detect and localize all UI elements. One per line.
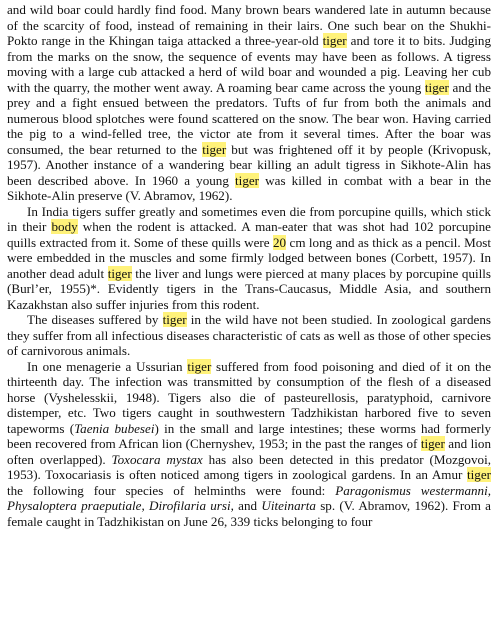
paragraph [7, 359, 491, 530]
italic-text: Taenia bubesei [74, 420, 155, 436]
italic-text: Paragonismus westermanni, Physaloptera praeputiale, Dirofilaria ursi, [7, 482, 491, 513]
paragraph [7, 204, 491, 313]
text-run: and the prey and a fight ensued between the predators. Tufts of fur from both the animals and numerous blood splotches were found scattered on the snow. The bear won. Having carried the pig to a wind-felled tree, the victor ate from it several times. After the boar was consumed, the bear returned to the [7, 79, 491, 157]
highlighted-term: tiger [322, 33, 347, 48]
highlighted-term: tiger [235, 172, 260, 188]
text-run: has also been detected in this predator (Mozgovoi, 1953). Toxocariasis is often noticed among tigers in zoological gardens. In an Amur [7, 451, 491, 482]
text-run: the following four species of helminths were found: [7, 482, 336, 498]
text-run: ) in the small and large intestines; these worms had formerly been recovered from African lion (Chernyshev, 1953; in the past the ranges of [7, 420, 491, 451]
text-run: In one menagerie a Ussurian [27, 358, 188, 374]
text-run: and [233, 498, 262, 513]
text-run: was killed in combat with a bear in the Sikhote-Alin preserve (V. Abramov, 1962). [7, 172, 492, 203]
text-run: and wild boar could hardly find food. Many brown bears wandered late in autumn because of the scarcity of food, instead of remaining in their lairs. One such bear on the Shukhi-Pokto range in the Khingan taiga attacked a three-year-old [7, 2, 491, 48]
highlighted-term: body [51, 219, 78, 234]
text-run: but was frightened off it by people (Krivopusk, 1957). Another instance of a wandering bear killing an adult tigress in Sikhote-Alin has been described above. In 1960 a young [7, 141, 491, 188]
highlighted-term: tiger [467, 467, 491, 482]
text-run: sp. (V. Abramov, 1962). From a female caught in Tadzhikistan on June 26, 339 ticks belonging to four [7, 498, 491, 529]
italic-text: Toxocara mystax [111, 451, 203, 467]
text-run: the liver and lungs were pierced at many places by porcupine quills (Burl’er, 1955)*. Evidently tigers in the Trans-Caucasus, Middle Asia, and southern Kazakhstan also suffer injuries from this rodent. [7, 265, 491, 312]
text-run: cm long and as thick as a pencil. Most were embedded in the muscles and some firmly lodged between bones (Corbett, 1957). In another dead adult [7, 234, 491, 281]
text-run: In India tigers suffer greatly and sometimes even die from porcupine quills, which stick in their [7, 203, 491, 234]
highlighted-term: tiger [162, 312, 187, 327]
paragraph [7, 312, 491, 359]
highlighted-term: tiger [420, 436, 445, 451]
text-run: and tore it to bits. Judging from the marks on the snow, the sequence of events may have been as follows. A tigress moving with a large cub attacked a herd of wild boar and wounded a pig. Leaving her cub with the quarry, the mother went away. A roaming bear came across the young [7, 33, 491, 95]
highlighted-term: tiger [424, 79, 449, 95]
paragraph [7, 2, 491, 204]
text-run: in the wild have not been studied. In zoological gardens they suffer from all infectious diseases characteristic of cats as well as those of other species of carnivorous animals. [7, 312, 492, 358]
highlighted-term: 20 [273, 234, 287, 250]
highlighted-term: tiger [187, 358, 212, 374]
text-run: when the rodent is attacked. A man-eater that was shot had 102 porcupine quills extracted from it. Some of these quills were [7, 219, 491, 250]
italic-text: Uiteinarta [261, 498, 316, 513]
text-run: The diseases suffered by [27, 312, 163, 327]
text-run: suffered from food poisoning and died of it on the thirteenth day. The infection was transmitted by consumption of the flesh of a diseased horse (Vyshelesskii, 1948). Tigers also die of pasteurellosis, paratyphoid, carnivore distemper, etc. Two tigers caught in southwestern Tadzhikistan harbored five to seven tapeworms ( [7, 358, 491, 436]
highlighted-term: tiger [107, 265, 132, 281]
highlighted-term: tiger [202, 141, 227, 157]
text-run: and lion often overlapped). [7, 436, 491, 467]
text-column [7, 2, 491, 529]
